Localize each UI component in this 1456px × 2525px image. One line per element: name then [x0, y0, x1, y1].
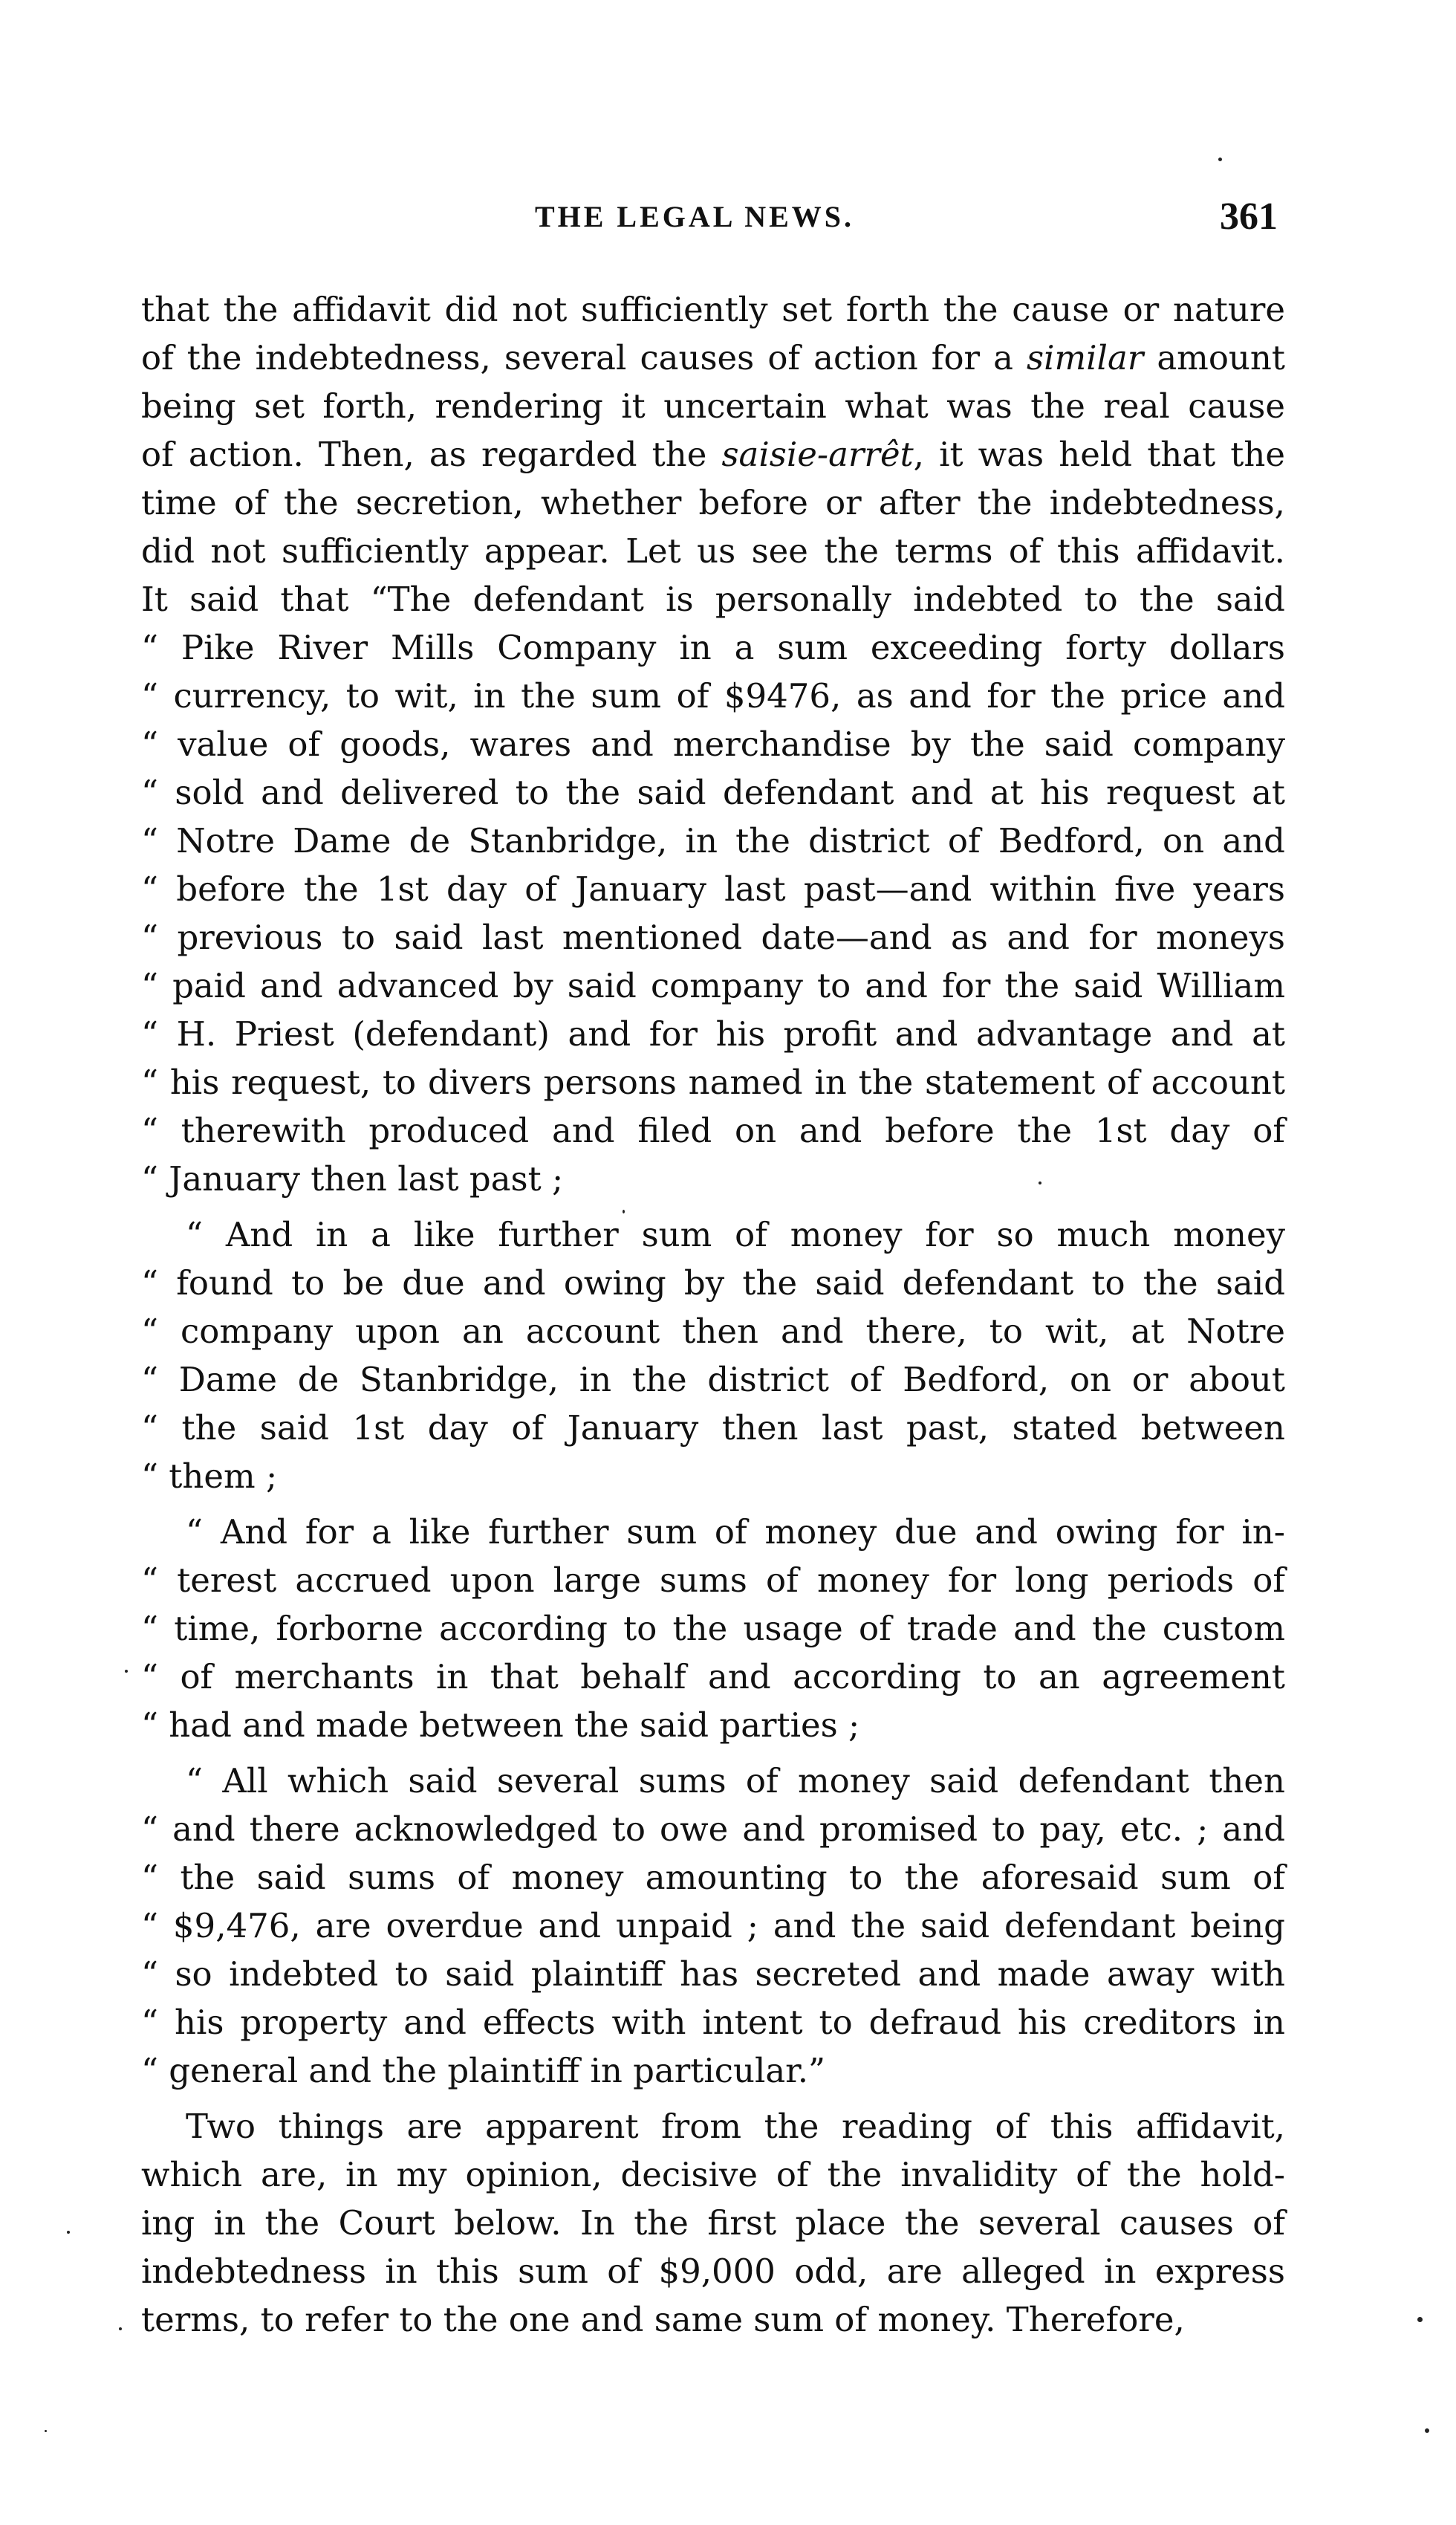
text-line: “ paid and advanced by said company to and for the said William — [141, 966, 1285, 1005]
text-line: “ sold and delivered to the said defendant and at his request at — [141, 773, 1285, 812]
text-line: “ of merchants in that behalf and according to an agreement — [141, 1657, 1285, 1696]
text-line: It said that “The defendant is personally indebted to the said — [141, 580, 1285, 619]
text-line: “ January then last past ; — [141, 1159, 564, 1199]
ink-speck — [45, 2430, 47, 2432]
paragraph — [141, 1210, 1285, 1500]
paragraph — [141, 1757, 1285, 2095]
text-line: “ $9,476, are overdue and unpaid ; and the said defendant being — [141, 1906, 1285, 1945]
text-line: “ And in a like further sum of money for so much money — [186, 1215, 1285, 1254]
text-line: of the indebtedness, several causes of action for a similar amount — [141, 338, 1285, 377]
text-line: “ general and the plaintiff in particular.” — [141, 2051, 826, 2090]
text-line: “ previous to said last mentioned date—and as and for moneys — [141, 918, 1285, 957]
paragraph-gap — [141, 1500, 1285, 1508]
body-text — [141, 285, 1285, 2344]
text-line: “ his property and effects with intent to defraud his creditors in — [141, 2003, 1285, 2042]
paragraph — [141, 285, 1285, 1203]
running-head: THE LEGAL NEWS. — [534, 200, 855, 233]
text-line: “ the said 1st day of January then last past, stated between — [141, 1408, 1285, 1448]
text-line: “ Notre Dame de Stanbridge, in the district of Bedford, on and — [141, 821, 1285, 860]
ink-speck — [1425, 2428, 1429, 2433]
text-line: “ Dame de Stanbridge, in the district of Bedford, on or about — [141, 1360, 1285, 1399]
page-number: 361 — [1220, 195, 1278, 238]
text-line: “ currency, to wit, in the sum of $9476, as and for the price and — [141, 676, 1285, 716]
text-line: indebtedness in this sum of $9,000 odd, are alleged in express — [141, 2252, 1285, 2291]
ink-speck — [1039, 1182, 1041, 1184]
text-line: “ All which said several sums of money said defendant then — [186, 1761, 1285, 1800]
text-line: did not sufficiently appear. Let us see the terms of this affidavit. — [141, 531, 1285, 571]
text-line: ing in the Court below. In the first place the several causes of — [141, 2203, 1285, 2243]
text-line: time of the secretion, whether before or after the indebtedness, — [141, 483, 1285, 522]
text-line: Two things are apparent from the reading of this affidavit, — [186, 2107, 1285, 2146]
text-line: “ therewith produced and filed on and before the 1st day of — [141, 1111, 1285, 1150]
text-line: “ terest accrued upon large sums of money for long periods of — [141, 1560, 1285, 1600]
text-line: “ so indebted to said plaintiff has secreted and made away with — [141, 1954, 1285, 1994]
text-line: that the affidavit did not sufficiently set forth the cause or nature — [141, 290, 1285, 329]
paragraph-gap — [141, 2095, 1285, 2102]
italic-word: similar — [1027, 338, 1144, 377]
ink-speck — [119, 2327, 122, 2330]
ink-speck — [1218, 158, 1222, 161]
text-line: which are, in my opinion, decisive of the invalidity of the hold- — [141, 2155, 1285, 2194]
text-line: of action. Then, as regarded the saisie-arrêt, it was held that the — [141, 435, 1285, 474]
text-line: “ And for a like further sum of money due and owing for in- — [186, 1512, 1285, 1552]
text-line: “ his request, to divers persons named in the statement of account — [141, 1063, 1285, 1102]
text-line: “ before the 1st day of January last past—and within five years — [141, 869, 1285, 909]
text-line: “ had and made between the said parties ; — [141, 1705, 860, 1745]
text-line: “ found to be due and owing by the said defendant to the said — [141, 1263, 1285, 1303]
text-line: “ and there acknowledged to owe and promised to pay, etc. ; and — [141, 1809, 1285, 1849]
text-line: terms, to refer to the one and same sum of money. Therefore, — [141, 2300, 1185, 2339]
paragraph-gap — [141, 1749, 1285, 1757]
ink-speck — [67, 2231, 70, 2234]
text-line: “ value of goods, wares and merchandise by the said company — [141, 725, 1285, 764]
text-line: “ company upon an account then and there, to wit, at Notre — [141, 1312, 1285, 1351]
italic-word: saisie-arrêt — [721, 435, 914, 474]
ink-speck — [125, 1670, 128, 1673]
text-line: “ them ; — [141, 1456, 278, 1496]
text-line: “ H. Priest (defendant) and for his profit and advantage and at — [141, 1014, 1285, 1054]
text-line: “ time, forborne according to the usage of trade and the custom — [141, 1609, 1285, 1648]
text-line: “ Pike River Mills Company in a sum exceeding forty dollars — [141, 628, 1285, 667]
paragraph-gap — [141, 1203, 1285, 1210]
text-line: “ the said sums of money amounting to the aforesaid sum of — [141, 1858, 1285, 1897]
paragraph — [141, 1508, 1285, 1749]
page-header — [111, 195, 1278, 247]
text-line: being set forth, rendering it uncertain what was the real cause — [141, 386, 1285, 426]
paragraph — [141, 2102, 1285, 2344]
ink-speck — [1417, 2317, 1423, 2322]
ink-speck — [623, 1210, 625, 1213]
